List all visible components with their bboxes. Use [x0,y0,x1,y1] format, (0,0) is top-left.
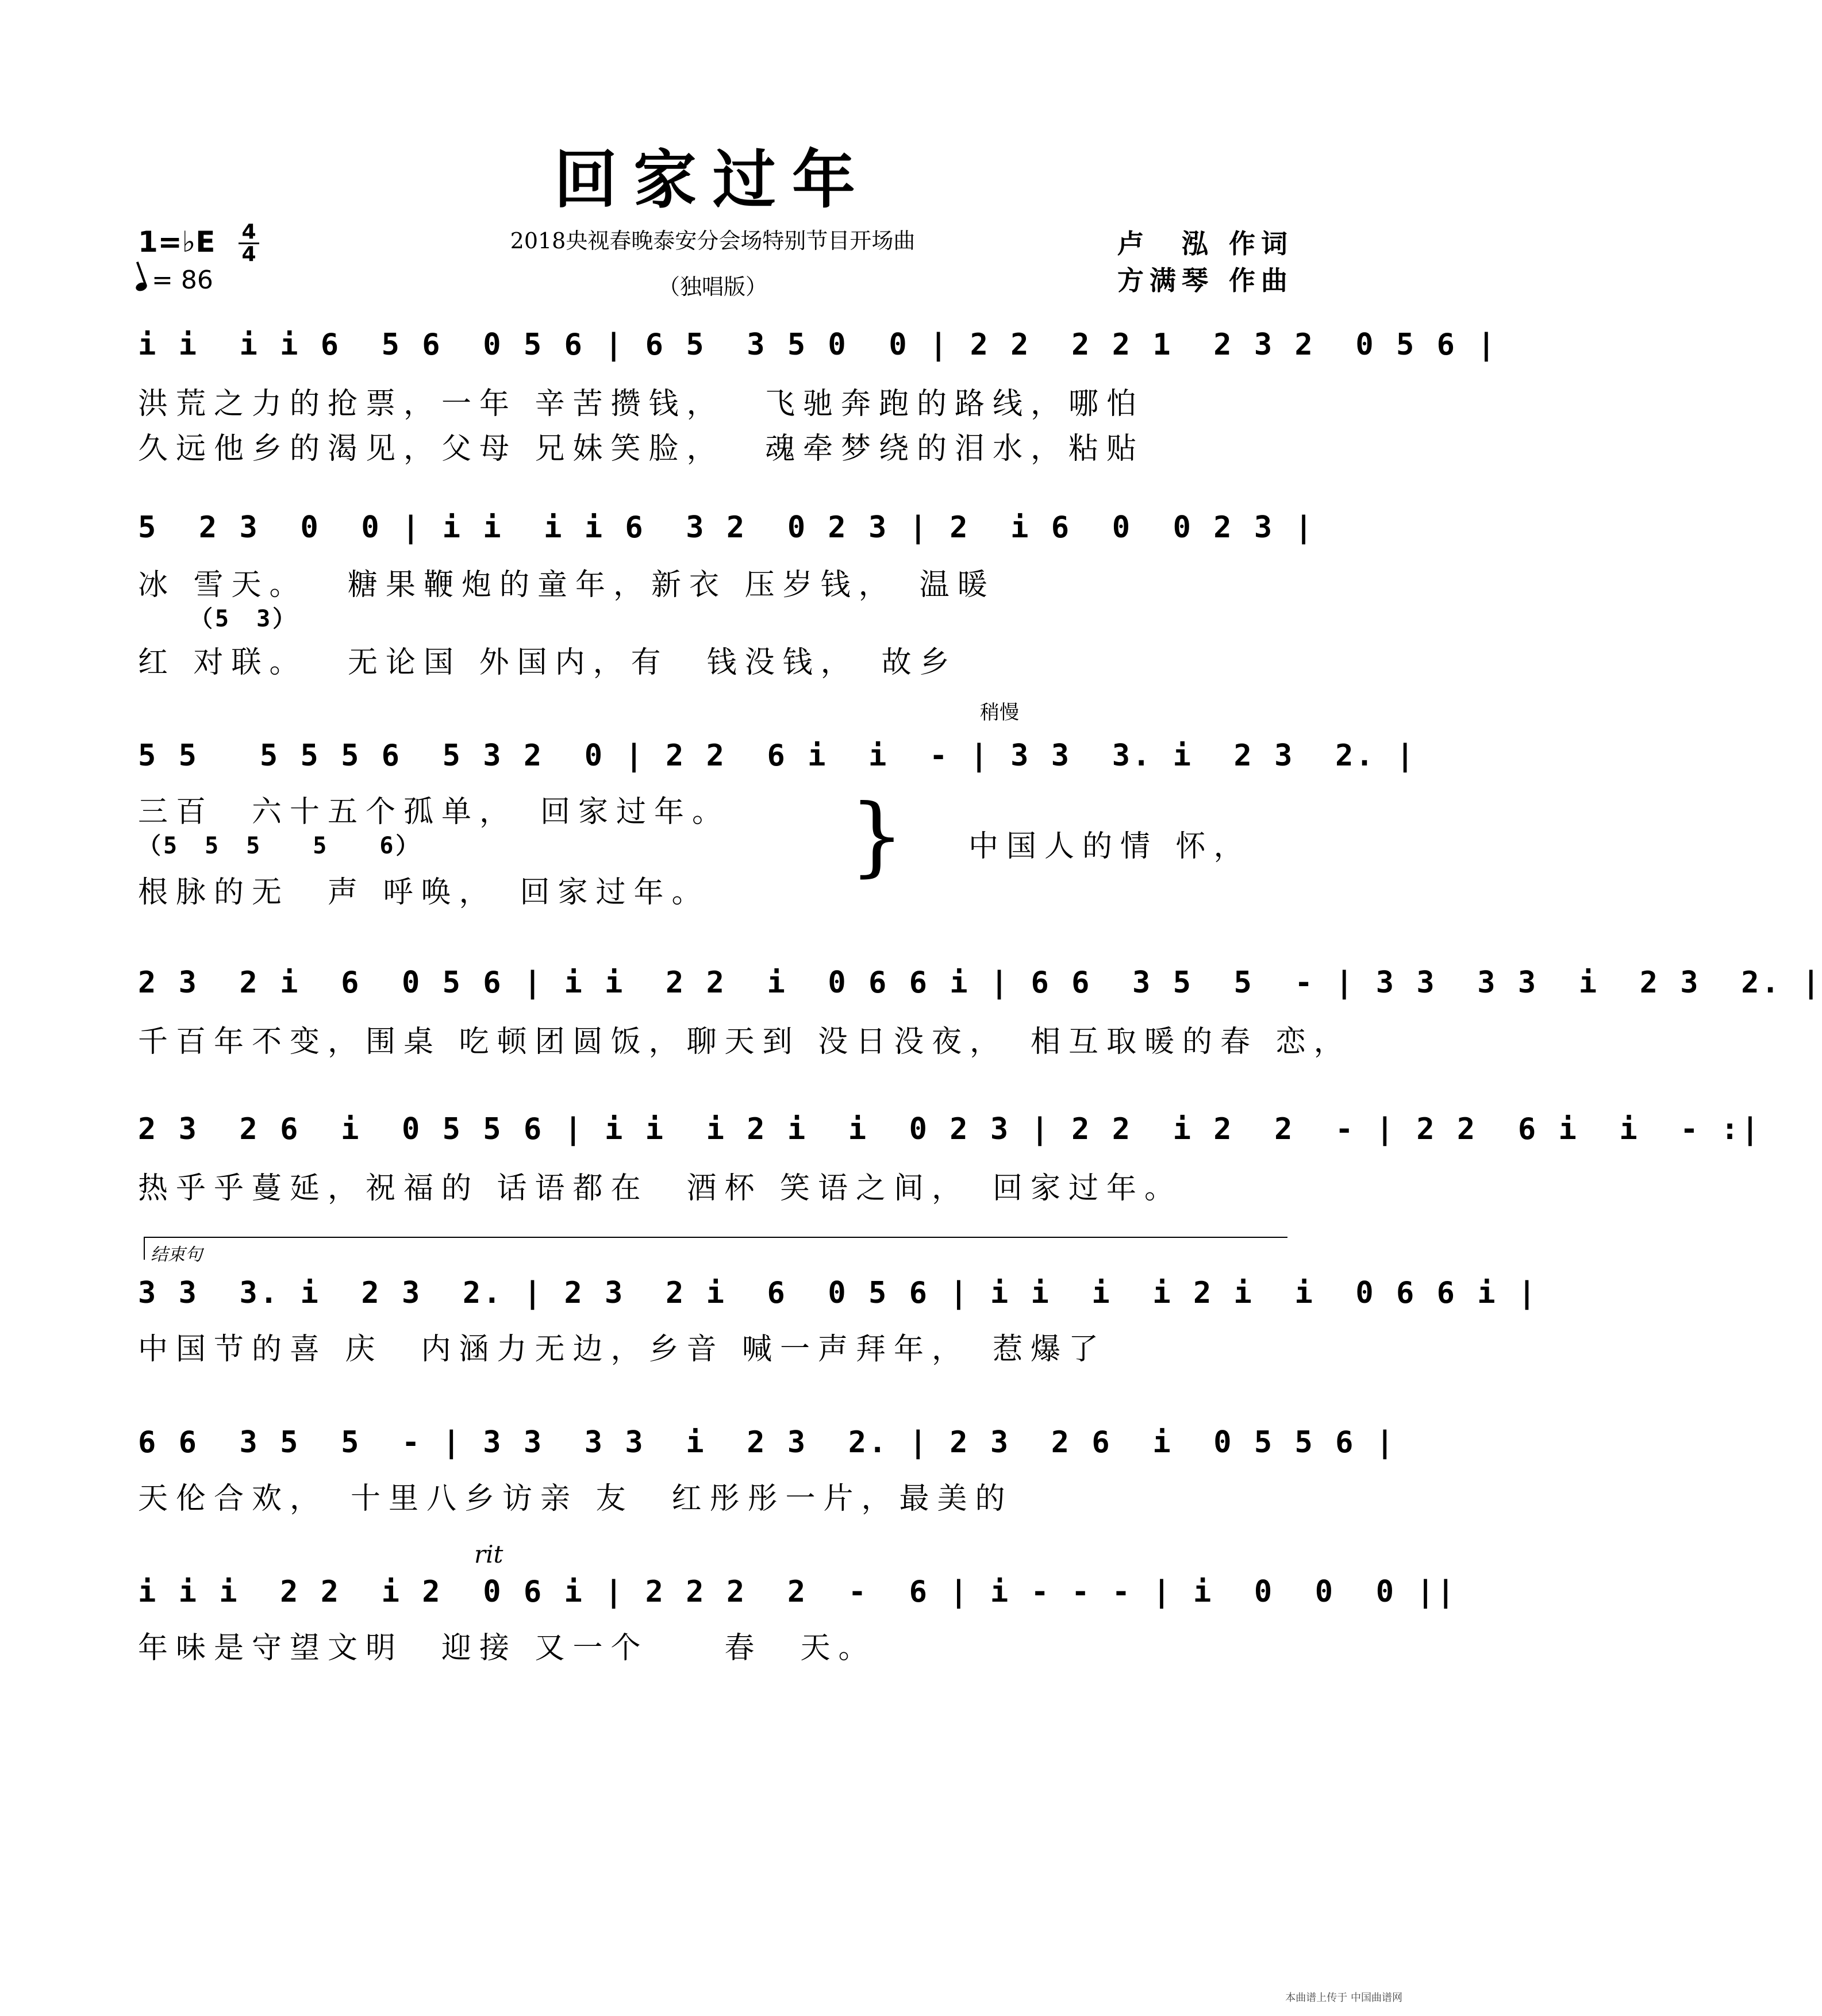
score-line-5 [138,1112,1762,1146]
lyrics-verse-1: 三百 六十五个孤单， 回家过年。 [138,795,731,829]
lyrics-verse-1: 年味是守望文明 迎接 又一个 春 天。 [138,1631,877,1665]
notation-row: i i i i 6 5 6 0 5 6 | 6 5 3 5 0 0 | 2 2 2 2 1 2 3 2 0 5 6 | [138,328,1498,362]
lyrics-verse-2: 根脉的无 声 呼唤， 回家过年。 [138,875,710,910]
song-title: 回家过年 [554,143,871,217]
notation-row: 2 3 2 i 6 0 5 6 | i i 2 2 i 0 6 6 i | 6 6 3 5 5 - | 3 3 3 3 i 2 3 2. | [138,965,1822,1000]
score-line-7 [138,1425,1397,1460]
lyrics-verse-2: 久远他乡的渴见，父母 兄妹笑脸， 魂牵梦绕的泪水，粘贴 [138,432,1145,466]
score-line-3 [138,738,1417,773]
lyrics-verse-1: 中国节的喜 庆 内涵力无边，乡音 喊一声拜年， 惹爆了 [138,1332,1107,1367]
lyrics-verse-2: 红 对联。 无论国 外国内，有 钱没钱， 故乡 [138,645,958,680]
notation-row: 3 3 3. i 2 3 2. | 2 3 2 i 6 0 5 6 | i i i i 2 i i 0 6 6 i | [138,1276,1539,1310]
lyrics-verse-1: 千百年不变，围桌 吃顿团圆饭，聊天到 没日没夜， 相互取暖的春 恋， [138,1025,1352,1059]
footer-watermark: 本曲谱上传于 中国曲谱网 [1285,1992,1402,2004]
key-signature: 1=♭E [138,225,216,259]
composer-credit: 方满琴 作曲 [1117,265,1293,296]
notation-row: i i i 2 2 i 2 0 6 i | 2 2 2 2 - 6 | i - - - | i 0 0 0 || [138,1575,1457,1609]
brace-icon: } [850,786,905,886]
time-top: 4 [241,220,256,244]
lyrics-verse-1: 热乎乎蔓延，祝福的 话语都在 酒杯 笑语之间， 回家过年。 [138,1171,1183,1206]
version-label: （独唱版） [658,274,767,299]
rit-mark: rit [474,1540,503,1568]
time-bottom: 4 [241,243,256,266]
lyrics-verse-1: 天伦合欢， 十里八乡访亲 友 红彤彤一片，最美的 [138,1482,1013,1516]
score-line-1 [138,328,1498,362]
score-line-4 [138,965,1822,1000]
coda-bracket-tick [144,1237,145,1260]
time-signature [235,222,263,265]
tempo-value: = 86 [152,266,213,295]
notation-row: 5 2 3 0 0 | i i i i 6 3 2 0 2 3 | 2 i 6 0 0 2 3 | [138,510,1315,545]
score-line-2 [138,510,1315,545]
coda-bracket [144,1237,1287,1238]
score-line-8 [138,1575,1457,1609]
notation-row: 5 5 5 5 5 6 5 3 2 0 | 2 2 6 i i - | 3 3 3. i 2 3 2. | [138,738,1417,773]
score-line-6 [138,1276,1539,1310]
tempo-mark-slower: 稍慢 [980,701,1019,724]
quarter-note-icon [134,281,148,293]
lyricist-credit: 卢 泓 作词 [1117,228,1293,259]
coda-label: 结束句 [151,1245,202,1265]
notation-row: 2 3 2 6 i 0 5 5 6 | i i i 2 i i 0 2 3 | 2 2 i 2 2 - | 2 2 6 i i - :| [138,1112,1762,1146]
notation-row: 6 6 3 5 5 - | 3 3 3 3 i 2 3 2. | 2 3 2 6 i 0 5 5 6 | [138,1425,1397,1460]
lyrics-chorus-side: 中国人的情 怀， [968,829,1252,864]
lyrics-verse-1: 冰 雪天。 糖果鞭炮的童年，新衣 压岁钱， 温暖 [138,568,995,602]
subtitle: 2018央视春晚泰安分会场特别节目开场曲 [510,228,916,253]
lyrics-verse-1: 洪荒之力的抢票，一年 辛苦攒钱， 飞驰奔跑的路线，哪怕 [138,387,1145,421]
tempo-marking [136,266,213,295]
alt-notes: （5 5 5 5 6） [138,833,421,859]
alt-notes: （5 3） [190,606,298,632]
